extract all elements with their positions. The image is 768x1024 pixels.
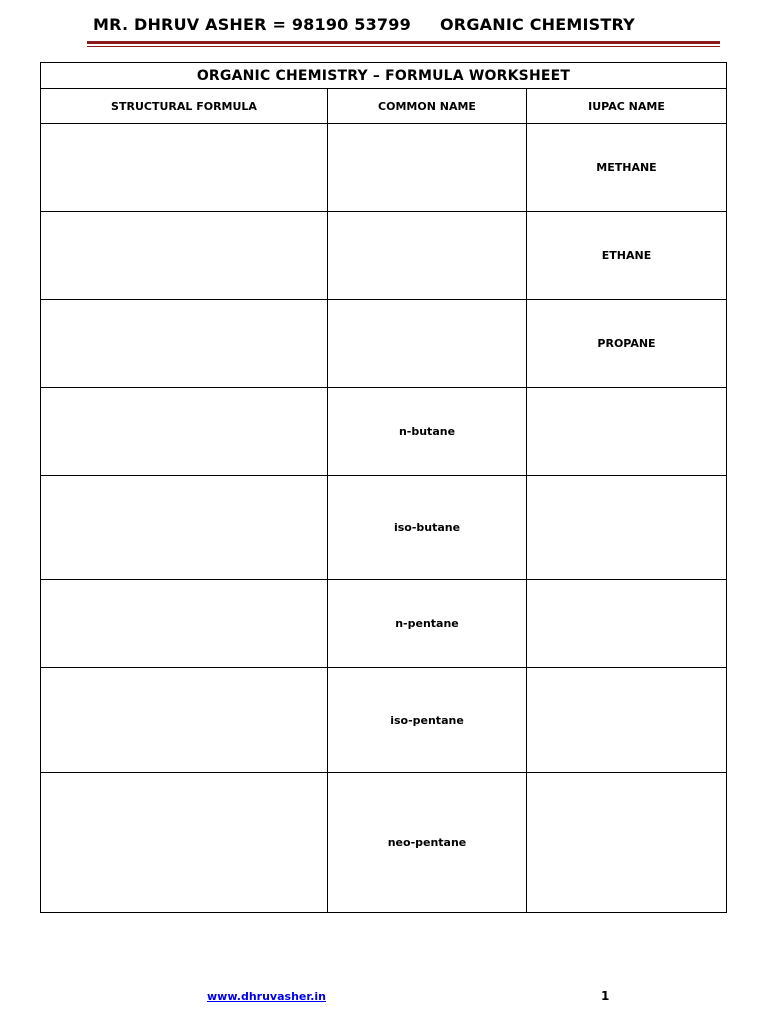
header-rule-thick	[87, 41, 720, 44]
structural-formula-cell[interactable]	[41, 668, 328, 773]
table-row	[41, 476, 727, 580]
structural-formula-cell[interactable]	[41, 476, 328, 580]
iupac-name-cell: PROPANE	[527, 300, 727, 388]
table-row	[41, 773, 727, 913]
common-name-cell: n-pentane	[328, 580, 527, 668]
structural-formula-cell[interactable]	[41, 300, 328, 388]
subject-title: ORGANIC CHEMISTRY	[440, 15, 635, 34]
iupac-name-cell: ETHANE	[527, 212, 727, 300]
table-row	[41, 668, 727, 773]
table-row	[41, 124, 727, 212]
structural-formula-cell[interactable]	[41, 773, 328, 913]
formula-worksheet-table	[40, 62, 727, 913]
common-name-cell[interactable]	[328, 124, 527, 212]
iupac-name-cell[interactable]	[527, 668, 727, 773]
column-header-common: COMMON NAME	[328, 89, 527, 124]
common-name-cell[interactable]	[328, 300, 527, 388]
table-row	[41, 580, 727, 668]
table-row	[41, 212, 727, 300]
author-contact: MR. DHRUV ASHER = 98190 53799	[93, 15, 411, 34]
common-name-cell: n-butane	[328, 388, 527, 476]
page-number: 1	[601, 989, 610, 1003]
worksheet-title: ORGANIC CHEMISTRY – FORMULA WORKSHEET	[41, 63, 727, 89]
iupac-name-cell[interactable]	[527, 388, 727, 476]
header-rule-thin	[87, 46, 720, 47]
iupac-name-cell[interactable]	[527, 773, 727, 913]
common-name-cell: iso-pentane	[328, 668, 527, 773]
table-row	[41, 300, 727, 388]
structural-formula-cell[interactable]	[41, 124, 328, 212]
structural-formula-cell[interactable]	[41, 212, 328, 300]
column-header-iupac: IUPAC NAME	[527, 89, 727, 124]
common-name-cell: neo-pentane	[328, 773, 527, 913]
iupac-name-cell[interactable]	[527, 580, 727, 668]
structural-formula-cell[interactable]	[41, 580, 328, 668]
header-row	[41, 89, 727, 124]
table-row	[41, 388, 727, 476]
structural-formula-cell[interactable]	[41, 388, 328, 476]
website-link[interactable]: www.dhruvasher.in	[207, 990, 326, 1003]
column-header-structural: STRUCTURAL FORMULA	[41, 89, 328, 124]
page-header	[0, 0, 768, 50]
iupac-name-cell: METHANE	[527, 124, 727, 212]
common-name-cell[interactable]	[328, 212, 527, 300]
common-name-cell: iso-butane	[328, 476, 527, 580]
title-row	[41, 63, 727, 89]
iupac-name-cell[interactable]	[527, 476, 727, 580]
